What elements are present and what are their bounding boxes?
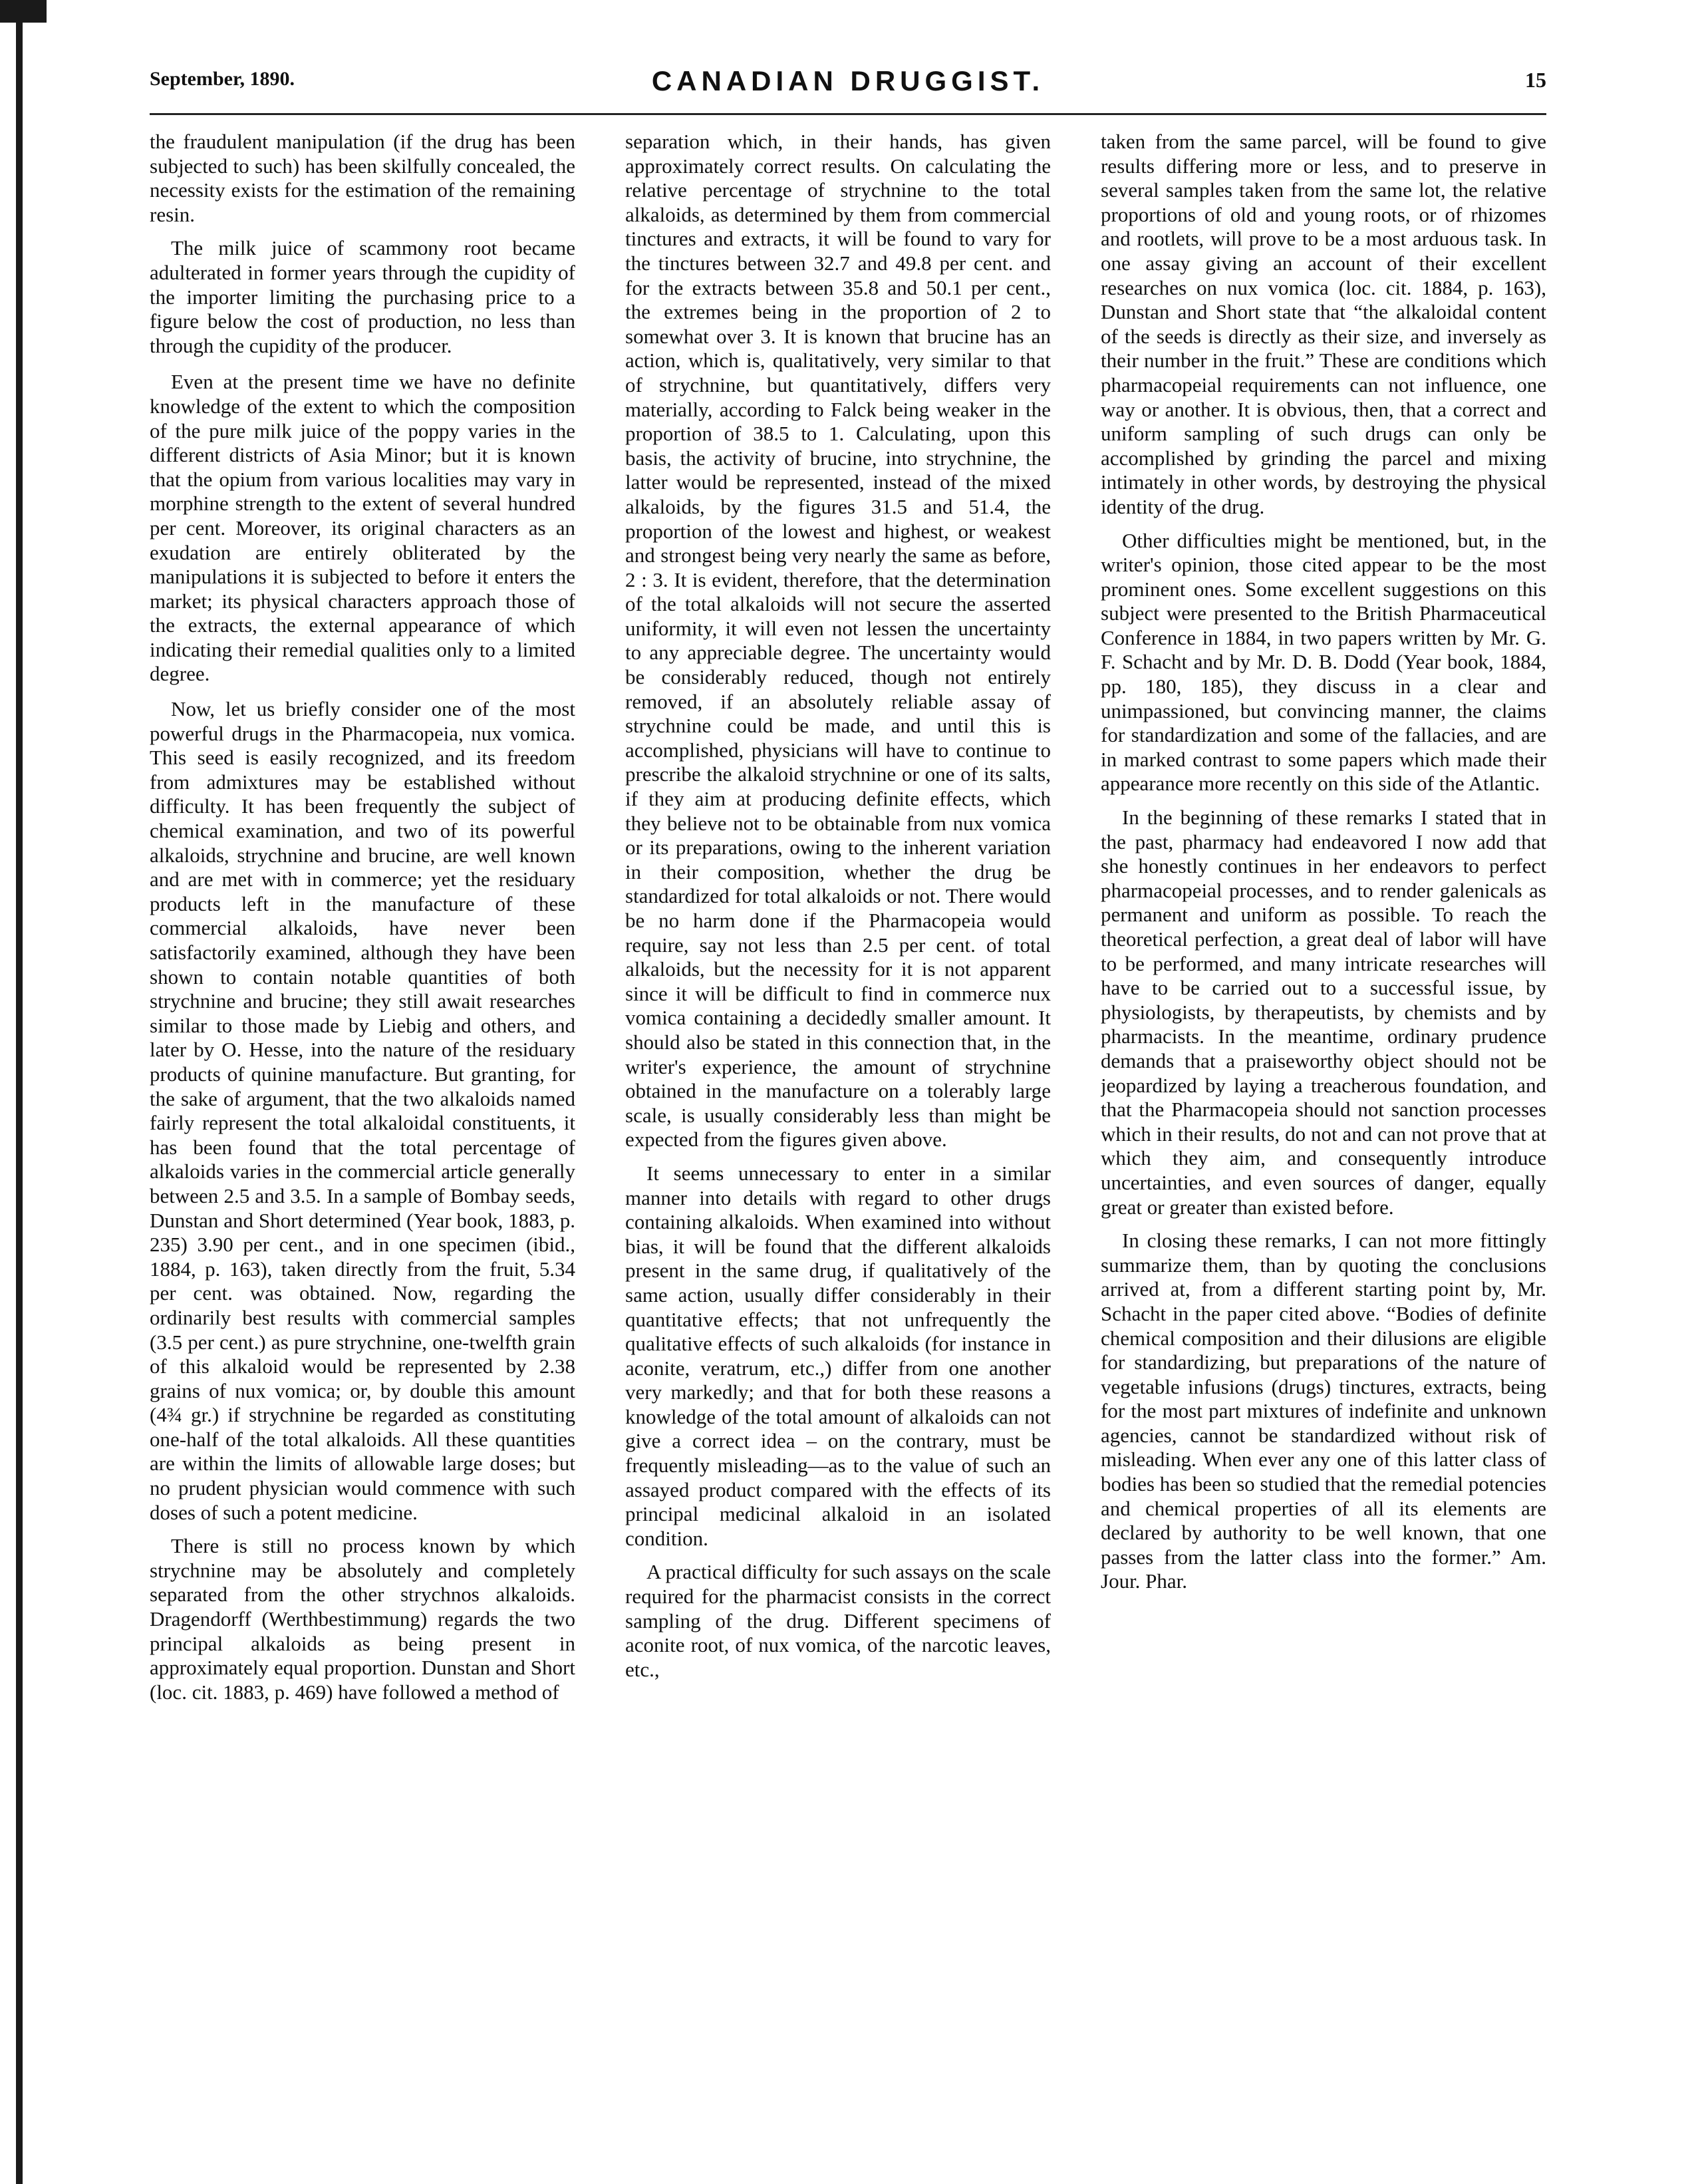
issue-date: September, 1890. — [150, 68, 295, 90]
page-edge — [0, 0, 23, 2184]
paragraph: It seems unnecessary to enter in a similar manner into details with regard to other drugs containing alkaloids. When examined into without bias, it will be found that the different alkaloids present in the same drug, if qualitatively of the same action, usually differ considerably in their quantitative effects; that not unfrequently the qualitative effects of such alkaloids (for instance in aconite, veratrum, etc.,) differ from one another very markedly; and that for both these reasons a knowledge of the total amount of alkaloids can not give a correct idea – on the contrary, must be frequently misleading—as to the value of such an assayed product compared with the effects of its principal medicinal alkaloid in an isolated condition. — [625, 1161, 1051, 1550]
running-header — [150, 65, 1546, 105]
paragraph: There is still no process known by which strychnine may be absolutely and completely separated from the other strychnos alkaloids. Dragendorff (Werthbestimmung) regards the two principal alkaloids as being present in approximately equal proportion. Dunstan and Short (loc. cit. 1883, p. 469) have followed a method of — [150, 1534, 575, 1704]
paragraph: Even at the present time we have no definite knowledge of the extent to which the composition of the pure milk juice of the poppy varies in the different districts of Asia Minor; but it is known that the opium from various localities may vary in morphine strength to the extent of several hundred per cent. Moreover, its original characters as an exudation are entirely obliterated by the manipulations it is subjected to before it enters the market; its physical characters approach those of the extracts, the external appearance of which indicating their remedial qualities only to a limited degree. — [150, 370, 575, 686]
journal-title: CANADIAN DRUGGIST. — [651, 65, 1045, 96]
page-edge-mark — [0, 0, 47, 23]
paragraph: the fraudulent manipulation (if the drug has been subjected to such) has been skilfully concealed, the necessity exists for the estimation of the remaining resin. — [150, 130, 575, 226]
paragraph: The milk juice of scammony root became adulterated in former years through the cupidity of the importer limiting the purchasing price to a figure below the cost of production, no less than through the cupidity of the producer. — [150, 236, 575, 357]
text-column-3 — [1101, 130, 1546, 2165]
header-rule — [150, 113, 1546, 115]
paragraph: Other difficulties might be mentioned, but, in the writer's opinion, those cited appear to be the most prominent ones. Some excellent suggestions on this subject were presented to the British Pharmaceutical Conference in 1884, in two papers written by Mr. G. F. Schacht and by Mr. D. B. Dodd (Year book, 1884, pp. 180, 185), they discuss in a clear and unimpassioned, but convincing manner, the claims for standardization and some of the fallacies, and are in marked contrast to some papers which made their appearance more recently on this side of the Atlantic. — [1101, 528, 1546, 796]
paragraph: A practical difficulty for such assays on the scale required for the pharmacist consists in the correct sampling of the drug. Different specimens of aconite root, of nux vomica, of the narcotic leaves, etc., — [625, 1560, 1051, 1681]
page-number: 15 — [1525, 68, 1546, 92]
paragraph: taken from the same parcel, will be found to give results differing more or less, and to preserve in several samples taken from the same lot, the relative proportions of old and young roots, or of rhizomes and rootlets, will prove to be a most arduous task. In one assay giving an account of their excellent researches on nux vomica (loc. cit. 1884, p. 163), Dunstan and Short state that “the alkaloidal content of the seeds is directly as their size, and inversely as their number in the fruit.” These are conditions which pharmacopeial requirements can not influence, one way or another. It is obvious, then, that a correct and uniform sampling of such drugs can only be accomplished by grinding the parcel and mixing intimately in other words, by destroying the physical identity of the drug. — [1101, 130, 1546, 518]
paragraph: Now, let us briefly consider one of the most powerful drugs in the Pharmacopeia, nux vomica. This seed is easily recognized, and its freedom from admixtures may be established without difficulty. It has been frequently the subject of chemical examination, and two of its powerful alkaloids, strychnine and brucine, are well known and are met with in commerce; yet the residuary products left in the manufacture of these commercial alkaloids, have never been satisfactorily examined, although they have been shown to contain notable quantities of both strychnine and brucine; they still await researches similar to those made by Liebig and others, and later by O. Hesse, into the nature of the residuary products of quinine manufacture. But granting, for the sake of argument, that the two alkaloids named fairly represent the total alkaloidal constituents, it has been found that the total percentage of alkaloids varies in the commercial article generally between 2.5 and 3.5. In a sample of Bombay seeds, Dunstan and Short determined (Year book, 1883, p. 235) 3.90 per cent., and in one specimen (ibid., 1884, p. 163), taken directly from the fruit, 5.34 per cent. was obtained. Now, regarding the ordinarily best results with commercial samples (3.5 per cent.) as pure strychnine, one-twelfth grain of this alkaloid would be represented by 2.38 grains of nux vomica; or, by double this amount (4¾ gr.) if strychnine be regarded as constituting one-half of the total alkaloids. All these quantities are within the limits of allowable large doses; but no prudent physician would commence with such doses of such a potent medicine. — [150, 697, 575, 1524]
text-column-2 — [625, 130, 1051, 2165]
paragraph: In closing these remarks, I can not more fittingly summarize them, than by quoting the conclusions arrived at, from a different starting point by, Mr. Schacht in the paper cited above. “Bodies of definite chemical composition and their dilusions are eligible for standardizing, but preparations of the nature of vegetable infusions (drugs) tinctures, extracts, being for the most part mixtures of indefinite and unknown agencies, cannot be standardized without risk of misleading. When ever any one of this latter class of bodies has been so studied that the remedial potencies and chemical properties of all its elements are declared by authority to be well known, that one passes from the latter class into the former.” Am. Jour. Phar. — [1101, 1229, 1546, 1593]
paragraph: separation which, in their hands, has given approximately correct results. On calculating the relative percentage of strychnine to the total alkaloids, as determined by them from commercial tinctures and extracts, it will be found to vary for the tinctures between 32.7 and 49.8 per cent. and for the extracts between 35.8 and 50.1 per cent., the extremes being in the proportion of 2 to somewhat over 3. It is known that brucine has an action, which is, qualitatively, very similar to that of strychnine, but quantitatively, differs very materially, according to Falck being weaker in the proportion of 38.5 to 1. Calculating, upon this basis, the activity of brucine, into strychnine, the latter would be represented, instead of the mixed alkaloids, by the figures 31.5 and 51.4, the proportion of the lowest and highest, or weakest and strongest being very nearly the same as before, 2 : 3. It is evident, therefore, that the determination of the total alkaloids will not secure the asserted uniformity, it will even not lessen the uncertainty to any appreciable degree. The uncertainty would be considerably reduced, though not entirely removed, if an absolutely reliable assay of strychnine could be made, and until this is accomplished, physicians will have to continue to prescribe the alkaloid strychnine or one of its salts, if they aim at producing definite effects, which they believe not to be obtainable from nux vomica or its preparations, owing to the inherent variation in their composition, whether the drug be standardized for total alkaloids or not. There would be no harm done if the Pharmacopeia would require, say not less than 2.5 per cent. of total alkaloids, but the necessity for it is not apparent since it will be difficult to find in commerce nux vomica containing a decidedly smaller amount. It should also be stated in this connection that, in the writer's experience, the amount of strychnine obtained in the manufacture on a tolerably large scale, is usually considerably less than might be expected from the figures given above. — [625, 130, 1051, 1152]
paragraph: In the beginning of these remarks I stated that in the past, pharmacy had endeavored I now add that she honestly continues in her endeavors to perfect pharmacopeial processes, and to render galenicals as permanent and uniform as possible. To reach the theoretical perfection, a great deal of labor will have to be performed, and many intricate researches will have to be carried out to a successful issue, by physiologists, by therapeutists, by chemists and by pharmacists. In the meantime, ordinary prudence demands that a praiseworthy object should not be jeopardized by laying a treacherous foundation, and that the Pharmacopeia should not sanction processes which in their results, do not and can not prove that at which they aim, and consequently introduce uncertainties, and even sources of danger, equally great or greater than existed before. — [1101, 806, 1546, 1219]
text-column-1 — [150, 130, 575, 2165]
